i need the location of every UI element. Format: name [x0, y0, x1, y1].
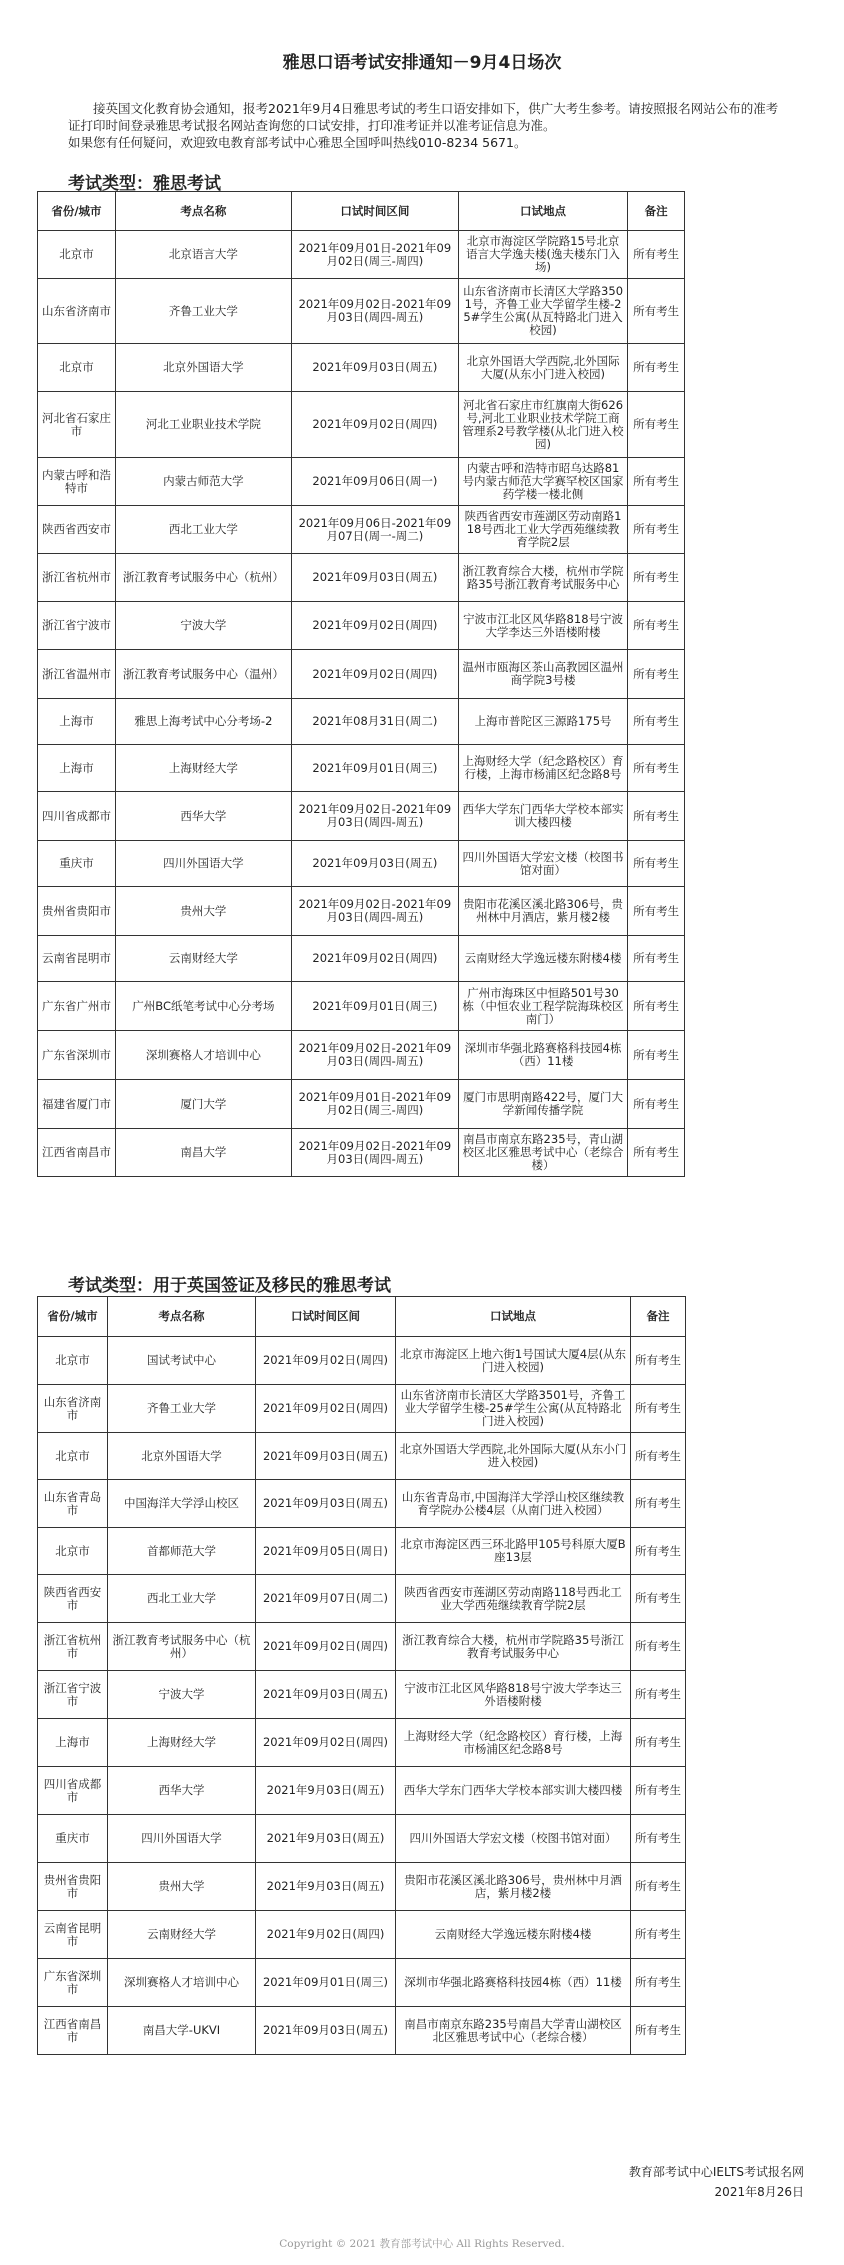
city-cell: 北京市	[38, 1337, 108, 1385]
time-cell: 2021年09月02日(周四)	[256, 1719, 396, 1767]
location-cell: 浙江教育综合大楼，杭州市学院路35号浙江教育考试服务中心	[396, 1623, 631, 1671]
table-row	[38, 1575, 686, 1623]
note-cell: 所有考生	[628, 602, 685, 650]
location-cell: 上海财经大学（纪念路校区）育行楼，上海市杨浦区纪念路8号	[396, 1719, 631, 1767]
note-cell: 所有考生	[631, 1911, 686, 1959]
city-cell: 北京市	[38, 231, 116, 279]
table-row	[38, 887, 685, 936]
time-cell: 2021年08月31日(周二)	[291, 699, 458, 745]
city-cell: 江西省南昌市	[38, 1129, 116, 1177]
city-cell: 北京市	[38, 344, 116, 392]
note-cell: 所有考生	[631, 1959, 686, 2007]
table-row	[38, 1863, 686, 1911]
note-cell: 所有考生	[631, 1863, 686, 1911]
location-cell: 浙江教育综合大楼，杭州市学院路35号浙江教育考试服务中心	[458, 554, 627, 602]
city-cell: 浙江省杭州市	[38, 554, 116, 602]
table-row	[38, 1671, 686, 1719]
table-row	[38, 506, 685, 554]
table-row	[38, 458, 685, 506]
table-row	[38, 792, 685, 841]
location-cell: 山东省济南市长清区大学路3501号，齐鲁工业大学留学生楼-25#学生公寓(从瓦特路北门进入校园)	[458, 279, 627, 344]
venue-cell: 南昌大学	[115, 1129, 291, 1177]
location-cell: 北京市海淀区学院路15号北京语言大学逸夫楼(逸夫楼东门入场)	[458, 231, 627, 279]
note-cell: 所有考生	[628, 887, 685, 936]
header-location: 口试地点	[458, 192, 627, 231]
city-cell: 江西省南昌市	[38, 2007, 108, 2055]
location-cell: 贵阳市花溪区溪北路306号，贵州林中月酒店，紫月楼2楼	[458, 887, 627, 936]
venue-cell: 齐鲁工业大学	[115, 279, 291, 344]
venue-cell: 首都师范大学	[108, 1528, 256, 1575]
header-note: 备注	[628, 192, 685, 231]
time-cell: 2021年09月02日-2021年09月03日(周四-周五)	[291, 887, 458, 936]
location-cell: 北京外国语大学西院,北外国际大厦(从东小门进入校园)	[458, 344, 627, 392]
location-cell: 山东省济南市长清区大学路3501号，齐鲁工业大学留学生楼-25#学生公寓(从瓦特路北门进入校园)	[396, 1385, 631, 1433]
table-row	[38, 2007, 686, 2055]
header-note: 备注	[631, 1297, 686, 1337]
time-cell: 2021年09月01日(周三)	[256, 1959, 396, 2007]
location-cell: 广州市海珠区中恒路501号30栋（中恒农业工程学院海珠校区南门）	[458, 982, 627, 1031]
note-cell: 所有考生	[631, 1480, 686, 1528]
location-cell: 云南财经大学逸远楼东附楼4楼	[458, 936, 627, 982]
location-cell: 北京市海淀区上地六街1号国试大厦4层(从东门进入校园)	[396, 1337, 631, 1385]
location-cell: 南昌市南京东路235号，青山湖校区北区雅思考试中心（老综合楼）	[458, 1129, 627, 1177]
table-row	[38, 1623, 686, 1671]
note-cell: 所有考生	[631, 1575, 686, 1623]
time-cell: 2021年09月02日(周四)	[256, 1385, 396, 1433]
city-cell: 河北省石家庄市	[38, 392, 116, 458]
table-row	[38, 1719, 686, 1767]
city-cell: 山东省济南市	[38, 279, 116, 344]
time-cell: 2021年9月03日(周五)	[256, 1767, 396, 1815]
city-cell: 北京市	[38, 1433, 108, 1480]
note-cell: 所有考生	[631, 1528, 686, 1575]
time-cell: 2021年9月02日(周四)	[256, 1911, 396, 1959]
note-cell: 所有考生	[631, 1433, 686, 1480]
table-row	[38, 1528, 686, 1575]
city-cell: 贵州省贵阳市	[38, 1863, 108, 1911]
city-cell: 四川省成都市	[38, 1767, 108, 1815]
table-row	[38, 982, 685, 1031]
time-cell: 2021年09月02日-2021年09月03日(周四-周五)	[291, 279, 458, 344]
time-cell: 2021年09月03日(周五)	[291, 554, 458, 602]
time-cell: 2021年09月06日(周一)	[291, 458, 458, 506]
time-cell: 2021年09月03日(周五)	[291, 344, 458, 392]
note-cell: 所有考生	[631, 1815, 686, 1863]
note-cell: 所有考生	[628, 279, 685, 344]
location-cell: 四川外国语大学宏文楼（校图书馆对面）	[458, 841, 627, 887]
table-row	[38, 344, 685, 392]
location-cell: 宁波市江北区风华路818号宁波大学李达三外语楼附楼	[396, 1671, 631, 1719]
time-cell: 2021年9月03日(周五)	[256, 1863, 396, 1911]
note-cell: 所有考生	[628, 745, 685, 792]
city-cell: 四川省成都市	[38, 792, 116, 841]
note-cell: 所有考生	[628, 792, 685, 841]
ukvi-schedule-table	[37, 1296, 686, 2055]
time-cell: 2021年09月07日(周二)	[256, 1575, 396, 1623]
venue-cell: 广州BC纸笔考试中心分考场	[115, 982, 291, 1031]
table-row	[38, 745, 685, 792]
venue-cell: 内蒙古师范大学	[115, 458, 291, 506]
table-row	[38, 1959, 686, 2007]
location-cell: 宁波市江北区风华路818号宁波大学李达三外语楼附楼	[458, 602, 627, 650]
venue-cell: 四川外国语大学	[108, 1815, 256, 1863]
venue-cell: 上海财经大学	[115, 745, 291, 792]
publish-date: 2021年8月26日	[714, 2185, 804, 2199]
venue-cell: 西北工业大学	[108, 1575, 256, 1623]
venue-cell: 南昌大学-UKVI	[108, 2007, 256, 2055]
venue-cell: 云南财经大学	[115, 936, 291, 982]
note-cell: 所有考生	[628, 936, 685, 982]
note-cell: 所有考生	[628, 650, 685, 699]
city-cell: 贵州省贵阳市	[38, 887, 116, 936]
time-cell: 2021年09月02日-2021年09月03日(周四-周五)	[291, 1129, 458, 1177]
time-cell: 2021年09月03日(周五)	[256, 1671, 396, 1719]
venue-cell: 国试考试中心	[108, 1337, 256, 1385]
note-cell: 所有考生	[628, 699, 685, 745]
note-cell: 所有考生	[628, 1080, 685, 1129]
city-cell: 重庆市	[38, 841, 116, 887]
page-title: 雅思口语考试安排通知－9月4日场次	[282, 53, 562, 73]
city-cell: 福建省厦门市	[38, 1080, 116, 1129]
section-title-ukvi: 考试类型：用于英国签证及移民的雅思考试	[68, 1276, 391, 1296]
note-cell: 所有考生	[628, 982, 685, 1031]
city-cell: 广东省广州市	[38, 982, 116, 1031]
table-row	[38, 1129, 685, 1177]
location-cell: 河北省石家庄市红旗南大街626号,河北工业职业技术学院工商管理系2号教学楼(从北门进入校园)	[458, 392, 627, 458]
city-cell: 云南省昆明市	[38, 1911, 108, 1959]
note-cell: 所有考生	[631, 1385, 686, 1433]
city-cell: 山东省青岛市	[38, 1480, 108, 1528]
note-cell: 所有考生	[631, 2007, 686, 2055]
time-cell: 2021年09月01日(周三)	[291, 982, 458, 1031]
venue-cell: 齐鲁工业大学	[108, 1385, 256, 1433]
venue-cell: 北京语言大学	[115, 231, 291, 279]
header-time: 口试时间区间	[256, 1297, 396, 1337]
venue-cell: 宁波大学	[108, 1671, 256, 1719]
venue-cell: 河北工业职业技术学院	[115, 392, 291, 458]
time-cell: 2021年9月03日(周五)	[256, 1815, 396, 1863]
venue-cell: 西华大学	[108, 1767, 256, 1815]
table-row	[38, 1031, 685, 1080]
time-cell: 2021年09月02日(周四)	[256, 1337, 396, 1385]
time-cell: 2021年09月03日(周五)	[291, 841, 458, 887]
venue-cell: 北京外国语大学	[108, 1433, 256, 1480]
note-cell: 所有考生	[628, 392, 685, 458]
table-row	[38, 602, 685, 650]
table-row	[38, 231, 685, 279]
time-cell: 2021年09月03日(周五)	[256, 1433, 396, 1480]
table-row	[38, 1385, 686, 1433]
location-cell: 贵阳市花溪区溪北路306号，贵州林中月酒店，紫月楼2楼	[396, 1863, 631, 1911]
note-cell: 所有考生	[628, 554, 685, 602]
city-cell: 浙江省杭州市	[38, 1623, 108, 1671]
table-row	[38, 699, 685, 745]
note-cell: 所有考生	[628, 458, 685, 506]
header-time: 口试时间区间	[291, 192, 458, 231]
note-cell: 所有考生	[628, 1031, 685, 1080]
note-cell: 所有考生	[628, 344, 685, 392]
note-cell: 所有考生	[628, 841, 685, 887]
time-cell: 2021年09月02日(周四)	[291, 602, 458, 650]
venue-cell: 上海财经大学	[108, 1719, 256, 1767]
time-cell: 2021年09月05日(周日)	[256, 1528, 396, 1575]
table-row	[38, 554, 685, 602]
venue-cell: 四川外国语大学	[115, 841, 291, 887]
table-row	[38, 1767, 686, 1815]
city-cell: 山东省济南市	[38, 1385, 108, 1433]
location-cell: 内蒙古呼和浩特市昭乌达路81号内蒙古师范大学赛罕校区国家药学楼一楼北侧	[458, 458, 627, 506]
venue-cell: 深圳赛格人才培训中心	[108, 1959, 256, 2007]
note-cell: 所有考生	[631, 1623, 686, 1671]
header-venue: 考点名称	[115, 192, 291, 231]
intro-paragraph-1: 接英国文化教育协会通知，报考2021年9月4日雅思考试的考生口语安排如下，供广大考生参考。请按照报名网站公布的准考证打印时间登录雅思考试报名网站查询您的口试安排，打印准考证并以准考证信息为准。	[68, 101, 779, 133]
table-row	[38, 1080, 685, 1129]
city-cell: 陕西省西安市	[38, 1575, 108, 1623]
city-cell: 上海市	[38, 699, 116, 745]
note-cell: 所有考生	[631, 1337, 686, 1385]
header-location: 口试地点	[396, 1297, 631, 1337]
time-cell: 2021年09月06日-2021年09月07日(周一-周二)	[291, 506, 458, 554]
header-city: 省份/城市	[38, 1297, 108, 1337]
table-row	[38, 1337, 686, 1385]
ielts-schedule-table	[37, 191, 685, 1177]
venue-cell: 浙江教育考试服务中心（杭州）	[108, 1623, 256, 1671]
time-cell: 2021年09月01日(周三)	[291, 745, 458, 792]
table-row	[38, 650, 685, 699]
location-cell: 南昌市南京东路235号南昌大学青山湖校区北区雅思考试中心（老综合楼）	[396, 2007, 631, 2055]
venue-cell: 云南财经大学	[108, 1911, 256, 1959]
venue-cell: 西华大学	[115, 792, 291, 841]
copyright-notice: Copyright © 2021 教育部考试中心 All Rights Reserved.	[279, 2238, 565, 2250]
location-cell: 陕西省西安市莲湖区劳动南路118号西北工业大学西苑继续教育学院2层	[396, 1575, 631, 1623]
source-label: 教育部考试中心IELTS考试报名网	[628, 2165, 804, 2179]
intro-paragraph-2: 如果您有任何疑问，欢迎致电教育部考试中心雅思全国呼叫热线010-8234 5671。	[68, 135, 527, 150]
city-cell: 浙江省宁波市	[38, 602, 116, 650]
city-cell: 重庆市	[38, 1815, 108, 1863]
location-cell: 厦门市思明南路422号，厦门大学新闻传播学院	[458, 1080, 627, 1129]
table-row	[38, 1815, 686, 1863]
venue-cell: 雅思上海考试中心分考场-2	[115, 699, 291, 745]
venue-cell: 浙江教育考试服务中心（温州）	[115, 650, 291, 699]
time-cell: 2021年09月02日(周四)	[256, 1623, 396, 1671]
table-row	[38, 1480, 686, 1528]
time-cell: 2021年09月02日-2021年09月03日(周四-周五)	[291, 1031, 458, 1080]
table-row	[38, 392, 685, 458]
time-cell: 2021年09月02日(周四)	[291, 936, 458, 982]
table-row	[38, 1433, 686, 1480]
city-cell: 上海市	[38, 745, 116, 792]
city-cell: 内蒙古呼和浩特市	[38, 458, 116, 506]
location-cell: 西华大学东门西华大学校本部实训大楼四楼	[458, 792, 627, 841]
time-cell: 2021年09月02日(周四)	[291, 392, 458, 458]
venue-cell: 贵州大学	[115, 887, 291, 936]
time-cell: 2021年09月02日(周四)	[291, 650, 458, 699]
time-cell: 2021年09月02日-2021年09月03日(周四-周五)	[291, 792, 458, 841]
note-cell: 所有考生	[631, 1767, 686, 1815]
location-cell: 山东省青岛市,中国海洋大学浮山校区继续教育学院办公楼4层（从南门进入校园）	[396, 1480, 631, 1528]
location-cell: 陕西省西安市莲湖区劳动南路118号西北工业大学西苑继续教育学院2层	[458, 506, 627, 554]
city-cell: 北京市	[38, 1528, 108, 1575]
location-cell: 上海财经大学（纪念路校区）育行楼，上海市杨浦区纪念路8号	[458, 745, 627, 792]
venue-cell: 西北工业大学	[115, 506, 291, 554]
venue-cell: 深圳赛格人才培训中心	[115, 1031, 291, 1080]
note-cell: 所有考生	[628, 231, 685, 279]
intro-text	[68, 100, 784, 151]
city-cell: 云南省昆明市	[38, 936, 116, 982]
table-row	[38, 1911, 686, 1959]
venue-cell: 北京外国语大学	[115, 344, 291, 392]
city-cell: 广东省深圳市	[38, 1031, 116, 1080]
city-cell: 陕西省西安市	[38, 506, 116, 554]
time-cell: 2021年09月03日(周五)	[256, 2007, 396, 2055]
location-cell: 上海市普陀区三源路175号	[458, 699, 627, 745]
city-cell: 上海市	[38, 1719, 108, 1767]
table-row	[38, 936, 685, 982]
note-cell: 所有考生	[628, 506, 685, 554]
note-cell: 所有考生	[631, 1719, 686, 1767]
time-cell: 2021年09月01日-2021年09月02日(周三-周四)	[291, 1080, 458, 1129]
location-cell: 北京市海淀区西三环北路甲105号科原大厦B座13层	[396, 1528, 631, 1575]
time-cell: 2021年09月01日-2021年09月02日(周三-周四)	[291, 231, 458, 279]
location-cell: 四川外国语大学宏文楼（校图书馆对面）	[396, 1815, 631, 1863]
location-cell: 西华大学东门西华大学校本部实训大楼四楼	[396, 1767, 631, 1815]
city-cell: 浙江省温州市	[38, 650, 116, 699]
venue-cell: 宁波大学	[115, 602, 291, 650]
city-cell: 广东省深圳市	[38, 1959, 108, 2007]
location-cell: 深圳市华强北路赛格科技园4栋（西）11楼	[396, 1959, 631, 2007]
location-cell: 温州市瓯海区茶山高教园区温州商学院3号楼	[458, 650, 627, 699]
location-cell: 北京外国语大学西院,北外国际大厦(从东小门进入校园)	[396, 1433, 631, 1480]
header-city: 省份/城市	[38, 192, 116, 231]
venue-cell: 中国海洋大学浮山校区	[108, 1480, 256, 1528]
header-venue: 考点名称	[108, 1297, 256, 1337]
venue-cell: 浙江教育考试服务中心（杭州）	[115, 554, 291, 602]
venue-cell: 厦门大学	[115, 1080, 291, 1129]
time-cell: 2021年09月03日(周五)	[256, 1480, 396, 1528]
table-row	[38, 279, 685, 344]
table-row	[38, 841, 685, 887]
venue-cell: 贵州大学	[108, 1863, 256, 1911]
note-cell: 所有考生	[631, 1671, 686, 1719]
location-cell: 云南财经大学逸远楼东附楼4楼	[396, 1911, 631, 1959]
location-cell: 深圳市华强北路赛格科技园4栋（西）11楼	[458, 1031, 627, 1080]
city-cell: 浙江省宁波市	[38, 1671, 108, 1719]
section-title-ielts: 考试类型：雅思考试	[68, 174, 221, 194]
note-cell: 所有考生	[628, 1129, 685, 1177]
